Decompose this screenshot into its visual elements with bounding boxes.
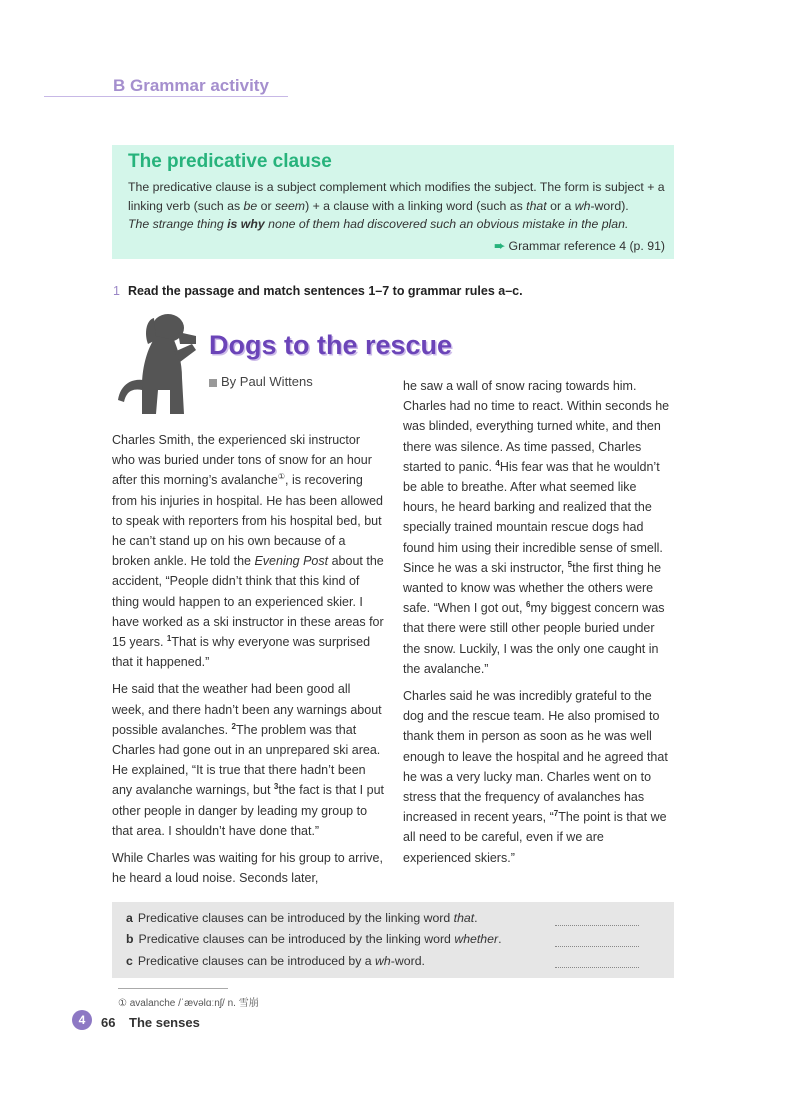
task-instruction: 1 Read the passage and match sentences 1–7 to grammar rules a–c. (113, 284, 523, 298)
paragraph: He said that the weather had been good all week, and there hadn’t been any warnings about possible avalanches. $^2$The problem was that Charles had gone out in an unprepared ski area. He explained, “It is true that there hadn’t been any avalanche warnings, but $^3$the fact is that I put other people in danger by leading my group to that area. I shouldn’t have done that.” (112, 682, 384, 838)
unit-title: The senses (129, 1015, 200, 1030)
grammar-box-title: The predicative clause (128, 151, 332, 172)
grammar-box (112, 145, 674, 259)
footnote-divider (118, 988, 228, 989)
task-number: 1 (113, 284, 120, 298)
rule-item: a Predicative clauses can be introduced by the linking word that. (126, 911, 478, 925)
paragraph: he saw a wall of snow racing towards him. Charles had no time to react. Within seconds he was blinded, everything turned white, and then there was silence. As time passed, Charles started to panic. $^4$His fear was that he wouldn’t be able to breathe. After what seemed like hours, he heard barking and realized that the specially trained mountain rescue dogs had found him using their incredible sense of smell. Since he was a ski instructor, $^5$the first thing he wanted to know was whether the others were safe. “When I got out, $^6$my biggest concern was that there were still other people buried under the snow. Luckily, I was the only one caught in the avalanche.” (403, 379, 670, 676)
answer-blank-c[interactable] (555, 966, 639, 968)
section-title: B Grammar activity (113, 76, 269, 95)
grammar-reference-link[interactable]: ➨ Grammar reference 4 (p. 91) (494, 239, 665, 253)
dog-silhouette-icon (112, 310, 198, 416)
article-byline: By Paul Wittens (209, 374, 313, 389)
page-number: 66 (101, 1015, 116, 1030)
unit-badge: 4 (72, 1010, 92, 1030)
answer-blank-a[interactable] (555, 924, 639, 926)
rule-item: b Predicative clauses can be introduced by the linking word whether. (126, 932, 502, 946)
grammar-box-explanation: The predicative clause is a subject complement which modifies the subject. The form is subject + a linking verb (such as be or seem) + a clause with a linking word (such as that or a wh-word). (128, 180, 665, 213)
article-column-left (112, 430, 384, 895)
rules-box (112, 902, 674, 978)
article-title: Dogs to the rescue (209, 330, 453, 360)
answer-blank-b[interactable] (555, 945, 639, 947)
rule-item: c Predicative clauses can be introduced by a wh-word. (126, 954, 425, 968)
square-bullet-icon (209, 379, 217, 387)
paragraph: While Charles was waiting for his group to arrive, he heard a loud noise. Seconds later, (112, 851, 383, 886)
footnote: ① avalanche /ˈævəlɑːnʃ/ n. 雪崩 (118, 998, 259, 1009)
paragraph: Charles said he was incredibly grateful to the dog and the rescue team. He also promised to thank them in person as soon as he was well enough to leave the hospital and he agreed that he was a very lucky man. Charles went on to stress that the frequency of avalanches has increased in recent years, “$^7$The point is that we all need to be careful, even if we are experienced skiers.” (403, 689, 668, 865)
arrow-right-icon: ➨ (494, 239, 505, 253)
article-column-right (403, 376, 673, 875)
section-divider (44, 96, 288, 97)
grammar-box-example: The strange thing is why none of them had discovered such an obvious mistake in the plan. (128, 217, 629, 231)
paragraph: Charles Smith, the experienced ski instructor who was buried under tons of snow for an hour after this morning’s avalanche①, is recovering from his injuries in hospital. He has been allowed to speak with reporters from his hospital bed, but he can’t stand up on his own because of a broken ankle. He told the Evening Post about the accident, “People didn’t think that this kind of thing would happen to an experienced skier. I have worked as a ski instructor in these areas for 15 years. $^1$That is why everyone was surprised that it happened.” (112, 433, 384, 670)
